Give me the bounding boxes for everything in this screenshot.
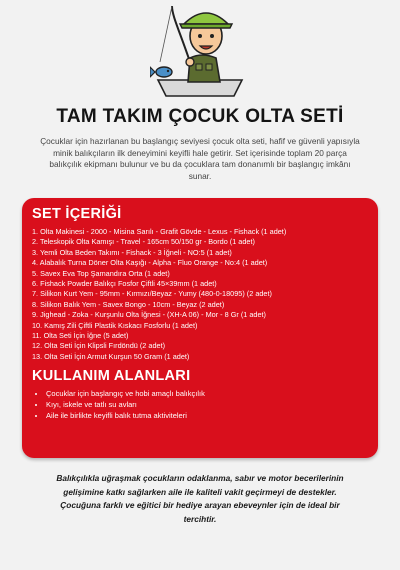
list-item: 4. Alabalık Turna Döner Olta Kaşığı - Alpha - Fluo Orange - No:4 (1 adet) (32, 258, 268, 268)
list-item: 2. Teleskopik Olta Kamışı - Travel - 165cm 50/150 gr - Bordo (1 adet) (32, 237, 255, 247)
list-item: 12. Olta Seti İçin Klipsli Fırdöndü (2 adet) (32, 341, 166, 351)
outro-paragraph: Balıkçılıkla uğraşmak çocukların odaklanma, sabır ve motor becerilerinin gelişimine katkı sağlarken aile ile kaliteli vakit geçirmeyi de destekler. Çocuğuna farklı ve eğitici bir hediye arayan ebeveynler için de ideal bir tercihtir. (56, 473, 344, 524)
kid-fishing-icon (150, 2, 250, 100)
list-item: 1. Olta Makinesi - 2000 - Misina Sarılı - Grafit Gövde - Lexus - Fishack (1 adet) (32, 227, 287, 236)
intro-paragraph: Çocuklar için hazırlanan bu başlangıç seviyesi çocuk olta seti, hafif ve güvenli yapısıyla minik balıkçıların ilk deneyimini keyifli hale getirir. Set içerisinde toplam 20 parça balıkçılık ekipmanı bulunur ve bu da çocuklara tam donanımlı bir başlangıç imkânı sunar. (40, 136, 360, 181)
set-contents-heading: SET İÇERİĞİ (32, 206, 122, 222)
list-item: 3. Yemli Olta Beden Takımı - Fishack - 3 İğneli - NO:5 (1 adet) (32, 247, 232, 257)
list-item: • Çocuklar için başlangıç ve hobi amaçlı balıkçılık (46, 388, 370, 399)
fish-icon (150, 67, 172, 77)
list-item: 11. Olta Seti İçin İğne (5 adet) (32, 331, 129, 341)
list-item: • Aile ile birlikte keyifli balık tutma aktiviteleri (46, 410, 370, 421)
list-item: 7. Silikon Kurt Yem - 95mm - Kırmızı/Beyaz - Yumy (480-0-18095) (2 adet) (32, 289, 272, 299)
list-item: 9. Jighead - Zoka - Kurşunlu Olta İğnesi - (XH-A 06) - Mor - 8 Gr (1 adet) (32, 310, 266, 320)
usage-areas-list (32, 388, 370, 421)
page-title: TAM TAKIM ÇOCUK OLTA SETİ (56, 106, 344, 127)
list-item: 8. Silikon Balık Yem - Savex Bongo - 10cm - Beyaz (2 adet) (32, 299, 225, 309)
list-item: 6. Fishack Powder Balıkçı Fosfor Çiftli 45×39mm (1 adet) (32, 279, 217, 289)
list-item: 5. Savex Eva Top Şamandıra Orta (1 adet) (32, 268, 170, 278)
list-item: 10. Kamış Zili Çiftli Plastik Kıskacı Fosforlu (1 adet) (32, 320, 198, 330)
set-contents-card (22, 198, 378, 458)
list-item: 13. Olta Seti İçin Armut Kurşun 50 Gram (1 adet) (32, 351, 190, 361)
list-item: • Kıyı, iskele ve tatlı su avları (46, 399, 370, 410)
hero-illustration (0, 0, 400, 100)
set-contents-list (32, 227, 370, 362)
usage-areas-heading: KULLANIM ALANLARI (32, 368, 191, 385)
